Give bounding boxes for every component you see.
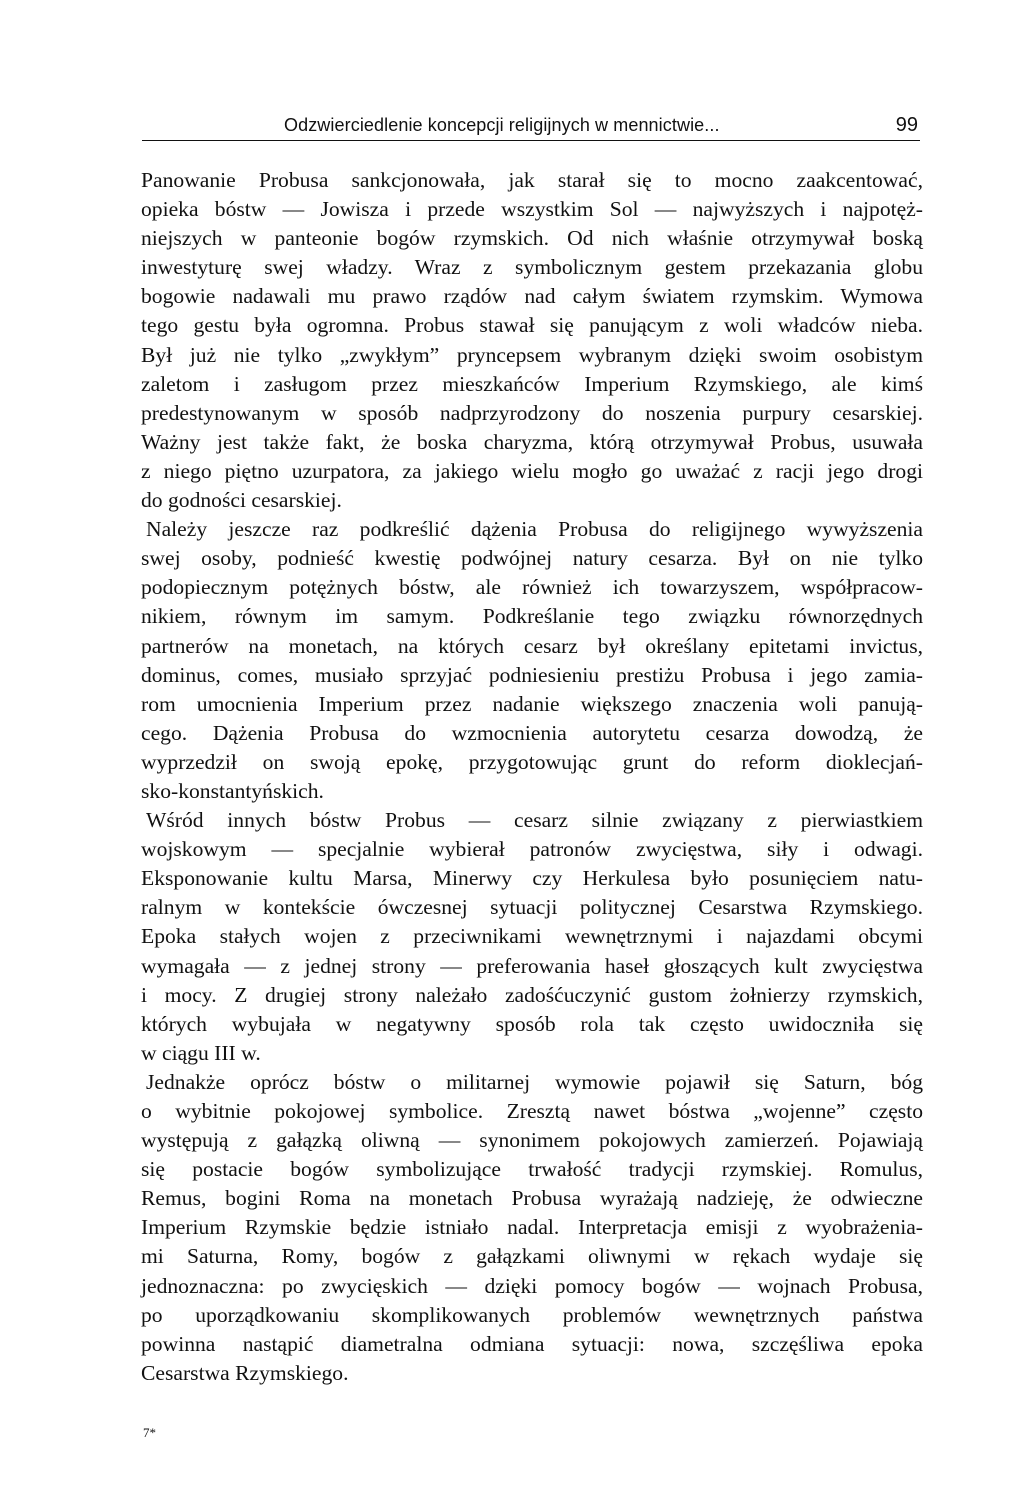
- text-line: ralnym w kontekście ówczesnej sytuacji politycznej Cesarstwa Rzymskiego.: [141, 895, 923, 920]
- text-line: Cesarstwa Rzymskiego.: [141, 1360, 349, 1385]
- signature-mark: 7*: [143, 1425, 156, 1440]
- text-line: o wybitnie pokojowej symbolice. Zresztą nawet bóstwa „wojenne” często: [141, 1099, 923, 1123]
- text-line: bogowie nadawali mu prawo rządów nad całym światem rzymskim. Wymowa: [141, 284, 923, 309]
- text-line: mi Saturna, Romy, bogów z gałązkami oliwnymi w rękach wydaje się: [141, 1244, 923, 1269]
- text-line: których wybujała w negatywny sposób rola tak często uwidoczniła się: [141, 1011, 923, 1036]
- text-line: się postacie bogów symbolizujące trwałość tradycji rzymskiej. Romulus,: [141, 1157, 923, 1182]
- text-line: Panowanie Probusa sankcjonowała, jak starał się to mocno zaakcentować,: [141, 168, 923, 192]
- text-line: tego gestu była ogromna. Probus stawał się panującym z woli władców nieba.: [141, 313, 923, 338]
- text-line: dominus, comes, musiało sprzyjać podniesieniu prestiżu Probusa i jego zamia-: [141, 662, 923, 687]
- text-line: podopiecznym potężnych bóstw, ale również ich towarzyszem, współpracow-: [141, 575, 923, 600]
- text-line: Eksponowanie kultu Marsa, Minerwy czy Herkulesa było posunięciem natu-: [141, 866, 923, 891]
- text-line: predestynowanym w sposób nadprzyrodzony do noszenia purpury cesarskiej.: [141, 400, 923, 425]
- text-line: nikiem, równym im samym. Podkreślanie tego związku równorzędnych: [141, 604, 923, 629]
- text-line: wymagała — z jednej strony — preferowania haseł głoszących kult zwycięstwa: [141, 953, 923, 978]
- text-line: sko-konstantyńskich.: [141, 778, 324, 803]
- paragraph: [141, 806, 923, 1068]
- paragraph: [141, 166, 923, 515]
- text-line: niejszych w panteonie bogów rzymskich. Od nich właśnie otrzymywał boską: [141, 226, 923, 251]
- text-line: Epoka stałych wojen z przeciwnikami wewnętrznymi i najazdami obcymi: [141, 924, 923, 949]
- text-line: inwestyturę swej władzy. Wraz z symbolicznym gestem przekazania globu: [141, 255, 923, 280]
- page-number: 99: [895, 114, 918, 136]
- text-line: z niego piętno uzurpatora, za jakiego wielu mogło go uważać z racji jego drogi: [141, 458, 923, 483]
- running-title: Odzwierciedlenie koncepcji religijnych w mennictwie...: [284, 115, 720, 135]
- text-line: występują z gałązką oliwną — synonimem pokojowych zamierzeń. Pojawiają: [141, 1128, 923, 1153]
- text-line: rom umocnienia Imperium przez nadanie większego znaczenia woli panują-: [141, 691, 923, 716]
- text-line: jednoznaczna: po zwycięskich — dzięki pomocy bogów — wojnach Probusa,: [141, 1273, 923, 1298]
- text-line: do godności cesarskiej.: [141, 488, 342, 513]
- text-line: Należy jeszcze raz podkreślić dążenia Probusa do religijnego wywyższenia: [146, 517, 923, 542]
- text-line: wyprzedził on swoją epokę, przygotowując grunt do reform dioklecjań-: [141, 749, 923, 774]
- running-header: [142, 114, 920, 141]
- text-line: partnerów na monetach, na których cesarz był określany epitetami invictus,: [141, 633, 923, 658]
- text-line: zaletom i zasługom przez mieszkańców Imperium Rzymskiego, ale kimś: [141, 371, 923, 396]
- text-line: w ciągu III w.: [141, 1040, 261, 1065]
- paragraph: [141, 1068, 923, 1388]
- text-line: powinna nastąpić diametralna odmiana sytuacji: nowa, szczęśliwa epoka: [141, 1331, 923, 1356]
- text-line: Jednakże oprócz bóstw o militarnej wymowie pojawił się Saturn, bóg: [146, 1069, 923, 1094]
- text-line: wojskowym — specjalnie wybierał patronów zwycięstwa, siły i odwagi.: [141, 837, 923, 862]
- text-line: cego. Dążenia Probusa do wzmocnienia autorytetu cesarza dowodzą, że: [141, 720, 923, 745]
- text-line: opieka bóstw — Jowisza i przede wszystkim Sol — najwyższych i najpotęż-: [141, 197, 923, 222]
- body-text: [141, 166, 923, 1388]
- text-line: i mocy. Z drugiej strony należało zadośćuczynić gustom żołnierzy rzymskich,: [141, 982, 923, 1007]
- text-line: Był już nie tylko „zwykłym” pryncepsem wybranym dzięki swoim osobistym: [141, 342, 923, 367]
- text-line: Ważny jest także fakt, że boska charyzma, którą otrzymywał Probus, usuwała: [141, 429, 923, 454]
- text-line: swej osoby, podnieść kwestię podwójnej natury cesarza. Był on nie tylko: [141, 546, 923, 571]
- text-line: Imperium Rzymskie będzie istniało nadal. Interpretacja emisji z wyobrażenia-: [141, 1215, 923, 1240]
- text-line: Wśród innych bóstw Probus — cesarz silnie związany z pierwiastkiem: [146, 808, 923, 833]
- paragraph: [141, 515, 923, 806]
- text-line: Remus, bogini Roma na monetach Probusa wyrażają nadzieję, że odwieczne: [141, 1186, 923, 1211]
- text-line: po uporządkowaniu skomplikowanych problemów wewnętrznych państwa: [141, 1302, 923, 1327]
